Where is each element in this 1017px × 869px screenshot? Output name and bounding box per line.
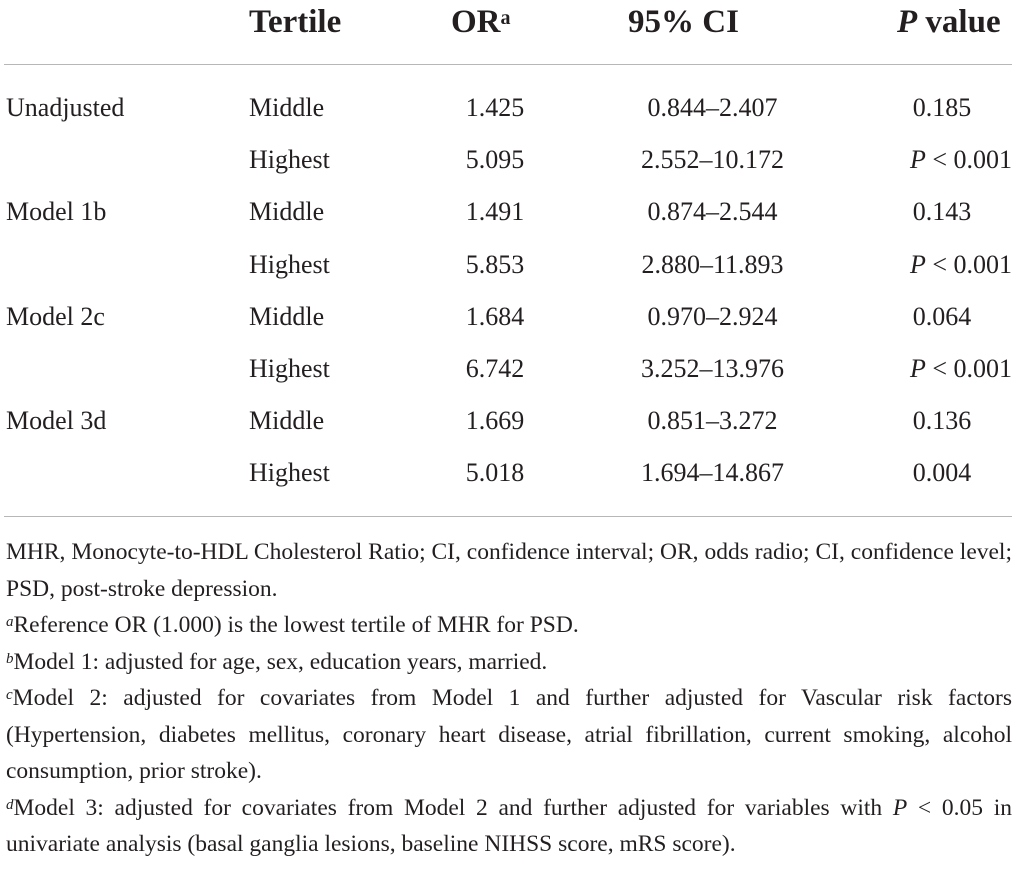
row-tertile: Highest [249, 458, 330, 488]
row-odds-ratio: 5.095 [465, 145, 525, 175]
row-tertile: Highest [249, 354, 330, 383]
row-confidence-interval: 2.880–11.893 [641, 249, 784, 279]
row-model-label: Model 2c [6, 301, 105, 331]
row-odds-ratio: 6.742 [465, 354, 525, 383]
footnote-d: $^d$Model 3: adjusted for covariates from Model 2 and further adjusted for variables with P < 0.05 in univariate analysis (basal ganglia lesions, baseline NIHSS score, mRS score). [6, 794, 1012, 857]
footnote-c: $^c$Model 2: adjusted for covariates from Model 1 and further adjusted for Vascular risk factors (Hypertension, diabetes mellitus, coronary heart disease, atrial fibrillation, current smoking, alcohol consumption, prior stroke). [6, 685, 1012, 784]
row-tertile: Highest [249, 249, 330, 279]
row-tertile: Highest [249, 145, 330, 175]
header-or: $OR^a$ [451, 4, 511, 40]
row-tertile: Middle [249, 197, 325, 227]
row-odds-ratio: 5.018 [465, 458, 525, 488]
row-confidence-interval: 0.970–2.924 [647, 301, 778, 331]
row-confidence-interval: 0.844–2.407 [647, 93, 778, 122]
row-tertile: Middle [249, 93, 325, 122]
header-ci: 95% CI [628, 4, 739, 40]
row-tertile: Middle [249, 406, 325, 436]
row-model-label: Model 1b [6, 197, 107, 227]
row-confidence-interval: 2.552–10.172 [641, 145, 784, 175]
row-p-value: 0.004 [912, 458, 972, 488]
row-odds-ratio: 1.684 [465, 301, 525, 331]
row-model-label: Unadjusted [6, 93, 125, 122]
row-odds-ratio: 5.853 [465, 249, 525, 279]
row-tertile: Middle [249, 301, 325, 331]
row-odds-ratio: 1.491 [465, 197, 525, 227]
row-p-value: 0.136 [912, 406, 972, 436]
footnote-abbreviations: MHR, Monocyte-to-HDL Cholesterol Ratio; CI, confidence interval; OR, odds radio; CI, confidence level; PSD, post-stroke depression. [6, 539, 1012, 602]
row-confidence-interval: 0.874–2.544 [647, 197, 778, 227]
row-p-value: 0.064 [912, 301, 972, 331]
header-p-value: P value [897, 4, 1001, 40]
row-p-value: P < 0.001 [909, 145, 1012, 175]
footnote-a: $^a$Reference OR (1.000) is the lowest tertile of MHR for PSD. [6, 612, 579, 638]
row-confidence-interval: 0.851–3.272 [647, 406, 778, 436]
header-rule [4, 64, 1012, 65]
row-p-value: P < 0.001 [909, 249, 1012, 279]
row-confidence-interval: 1.694–14.867 [641, 458, 784, 488]
row-model-label: Model 3d [6, 406, 107, 436]
footer-rule [4, 516, 1012, 517]
row-p-value: 0.143 [912, 197, 972, 227]
row-p-value: 0.185 [912, 93, 972, 122]
row-p-value: P < 0.001 [909, 354, 1012, 383]
table-footnotes [6, 534, 1012, 863]
row-odds-ratio: 1.669 [465, 406, 525, 436]
footnote-b: $^b$Model 1: adjusted for age, sex, education years, married. [6, 648, 548, 675]
row-odds-ratio: 1.425 [465, 93, 525, 122]
row-confidence-interval: 3.252–13.976 [641, 354, 784, 383]
header-tertile: Tertile [249, 4, 342, 40]
